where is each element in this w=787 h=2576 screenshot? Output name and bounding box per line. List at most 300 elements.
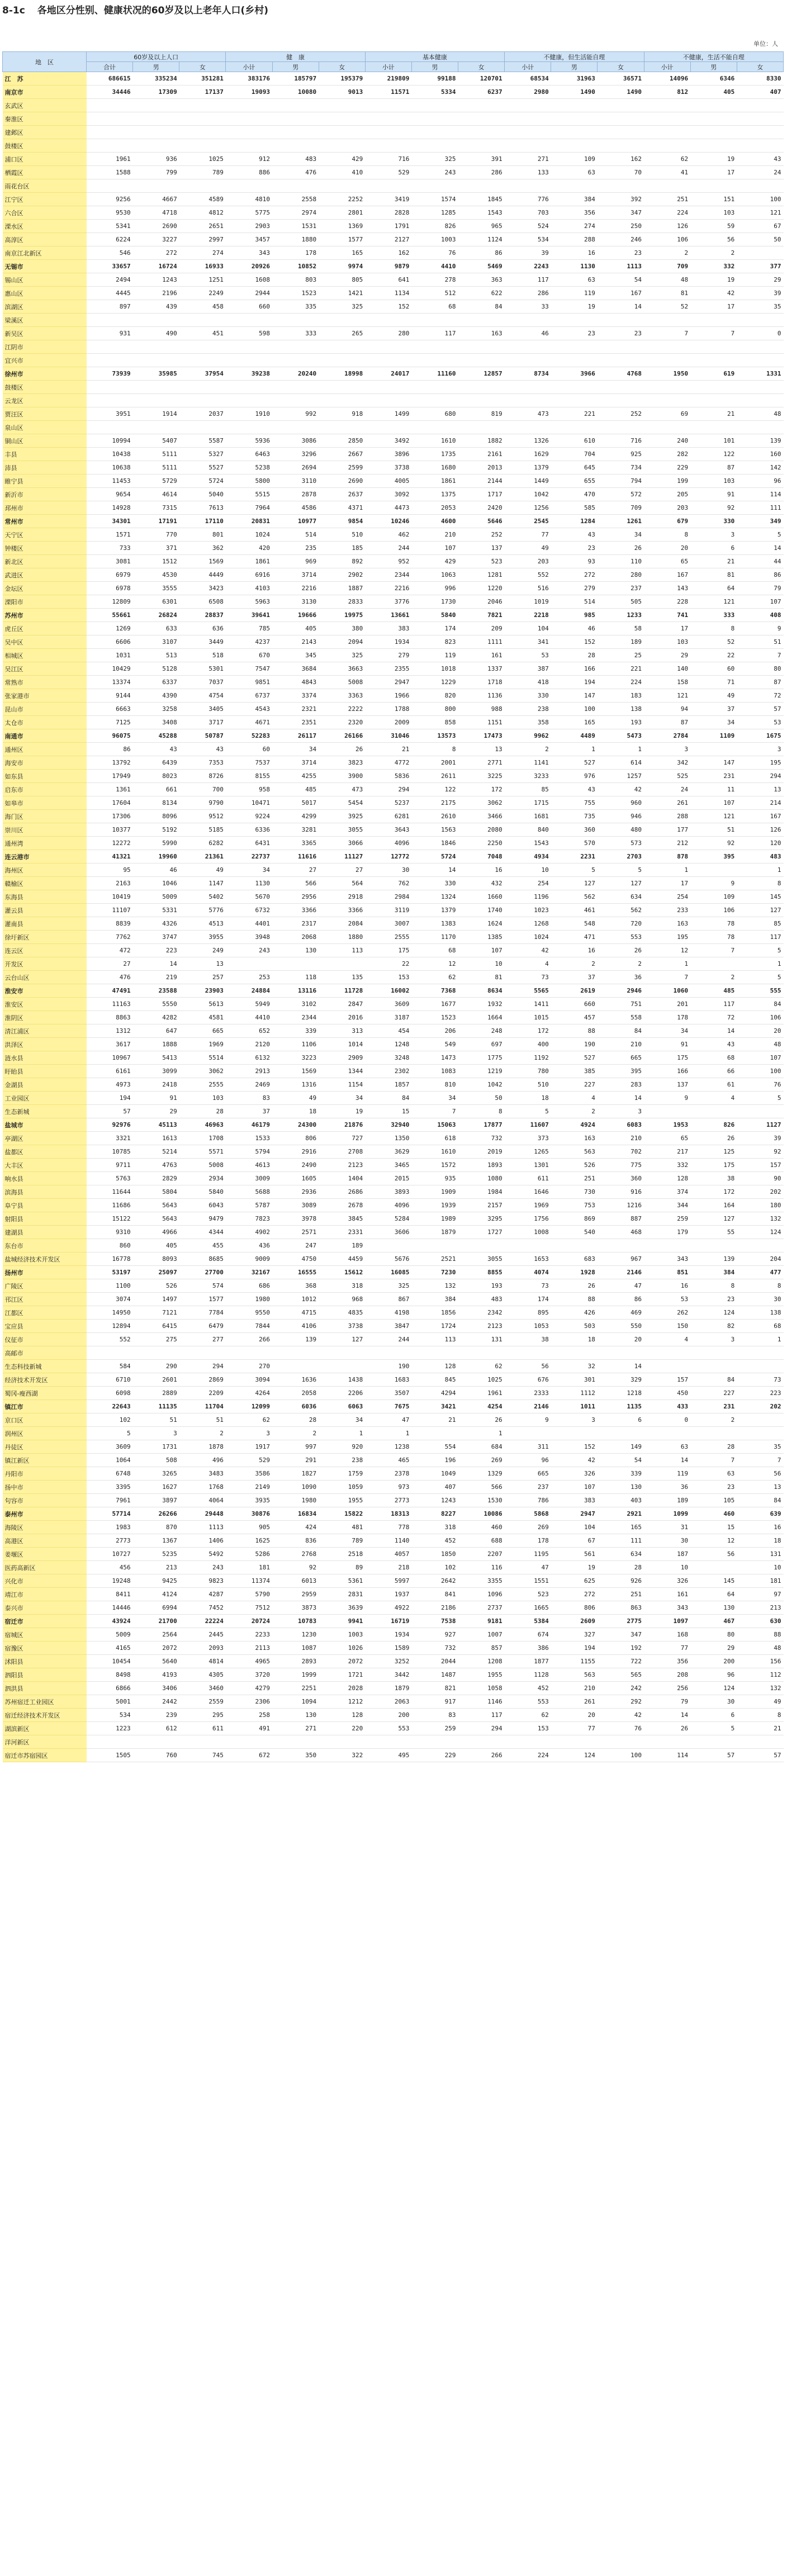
table-row — [3, 971, 784, 984]
table-cell: 32 — [551, 1360, 598, 1373]
table-cell: 996 — [411, 582, 458, 595]
table-cell — [458, 139, 505, 153]
table-cell: 262 — [644, 1306, 690, 1320]
table-cell — [598, 1427, 644, 1440]
table-cell: 105 — [690, 1494, 737, 1507]
table-cell — [319, 314, 365, 327]
table-cell: 87 — [690, 461, 737, 475]
table-cell: 5301 — [179, 662, 226, 676]
table-cell: 48 — [737, 1642, 783, 1655]
table-cell: 7784 — [179, 1306, 226, 1320]
table-cell: 56 — [690, 1548, 737, 1561]
region-name: 阜宁县 — [3, 1199, 87, 1212]
table-cell: 194 — [551, 676, 598, 689]
region-name: 涟水县 — [3, 1051, 87, 1065]
table-cell: 7538 — [411, 1615, 458, 1628]
table-cell: 301 — [551, 1373, 598, 1387]
table-cell: 24 — [644, 783, 690, 796]
table-cell: 107 — [411, 542, 458, 555]
table-cell: 124 — [690, 1682, 737, 1695]
table-cell: 34 — [272, 743, 319, 756]
table-cell: 1577 — [319, 233, 365, 246]
region-name: 沭阳县 — [3, 1655, 87, 1668]
table-cell: 1980 — [272, 1494, 319, 1507]
table-row — [3, 1279, 784, 1293]
table-cell: 62 — [458, 1360, 505, 1373]
table-cell: 3110 — [272, 475, 319, 488]
table-cell: 6979 — [87, 568, 133, 582]
table-cell: 102 — [87, 1413, 133, 1427]
table-cell: 3 — [690, 528, 737, 542]
table-cell: 140 — [644, 662, 690, 676]
table-cell: 1155 — [551, 1655, 598, 1668]
table-cell: 117 — [737, 931, 783, 944]
table-cell: 4613 — [226, 1159, 272, 1172]
table-cell: 863 — [598, 1601, 644, 1615]
table-cell: 508 — [133, 1454, 179, 1467]
table-cell: 1677 — [411, 998, 458, 1011]
table-cell: 2947 — [365, 676, 411, 689]
table-cell: 107 — [458, 944, 505, 957]
table-cell: 385 — [551, 1065, 598, 1078]
table-cell — [737, 99, 783, 112]
table-cell: 4005 — [365, 475, 411, 488]
table-cell: 333 — [272, 327, 319, 340]
region-name: 泰兴市 — [3, 1601, 87, 1615]
table-cell: 810 — [411, 1078, 458, 1092]
table-cell — [133, 340, 179, 354]
table-cell — [133, 381, 179, 394]
region-name: 兴化市 — [3, 1574, 87, 1588]
table-cell — [226, 1346, 272, 1360]
table-cell: 1759 — [319, 1467, 365, 1481]
table-cell: 7353 — [179, 756, 226, 770]
table-cell — [319, 340, 365, 354]
table-cell: 2186 — [411, 1601, 458, 1615]
table-cell: 395 — [690, 850, 737, 864]
header-sub: 小计 — [226, 62, 272, 72]
table-cell: 860 — [87, 1239, 133, 1253]
table-row — [3, 300, 784, 314]
table-cell: 4390 — [133, 689, 179, 703]
table-cell: 1003 — [411, 233, 458, 246]
table-cell: 12772 — [365, 850, 411, 864]
table-cell — [87, 99, 133, 112]
table-cell: 1192 — [505, 1051, 551, 1065]
region-header: 地 区 — [3, 52, 87, 72]
table-cell: 85 — [737, 917, 783, 931]
region-name: 丹徒区 — [3, 1440, 87, 1454]
table-cell: 1675 — [737, 729, 783, 743]
table-cell: 11160 — [411, 367, 458, 381]
table-cell: 1505 — [87, 1749, 133, 1762]
table-cell: 46 — [551, 622, 598, 635]
table-cell: 820 — [411, 689, 458, 703]
table-cell: 10454 — [87, 1655, 133, 1668]
table-cell: 5 — [737, 528, 783, 542]
table-cell: 2564 — [133, 1628, 179, 1642]
table-cell — [690, 1427, 737, 1440]
table-cell: 330 — [690, 515, 737, 528]
table-cell: 229 — [411, 1749, 458, 1762]
table-cell: 2216 — [365, 582, 411, 595]
table-cell: 243 — [226, 944, 272, 957]
table-cell: 2545 — [505, 515, 551, 528]
table-cell: 14 — [598, 300, 644, 314]
table-cell: 4835 — [319, 1306, 365, 1320]
table-cell: 1233 — [598, 609, 644, 622]
table-cell: 3089 — [272, 1199, 319, 1212]
table-cell: 3405 — [179, 703, 226, 716]
table-cell: 39238 — [226, 367, 272, 381]
table-cell: 5571 — [179, 1145, 226, 1159]
table-cell: 5949 — [226, 998, 272, 1011]
table-cell: 2161 — [458, 448, 505, 461]
table-cell — [505, 112, 551, 126]
table-row — [3, 112, 784, 126]
table-cell — [179, 1346, 226, 1360]
table-cell: 1011 — [551, 1400, 598, 1413]
table-cell: 14 — [598, 1360, 644, 1373]
table-cell: 1955 — [319, 1494, 365, 1507]
table-cell: 8093 — [133, 1253, 179, 1266]
table-cell: 374 — [644, 1185, 690, 1199]
table-cell: 128 — [319, 1709, 365, 1722]
table-cell: 8411 — [87, 1588, 133, 1601]
region-name: 高淳区 — [3, 233, 87, 246]
table-cell — [411, 1427, 458, 1440]
table-cell: 26 — [551, 1279, 598, 1293]
table-cell: 3639 — [319, 1601, 365, 1615]
table-cell: 6415 — [133, 1320, 179, 1333]
table-cell: 6043 — [179, 1199, 226, 1212]
table-row — [3, 582, 784, 595]
table-cell: 476 — [272, 166, 319, 179]
table-cell: 8 — [737, 877, 783, 890]
region-name: 苏州宿迁工业园区 — [3, 1695, 87, 1709]
table-row — [3, 233, 784, 246]
table-cell: 22 — [365, 957, 411, 971]
table-row — [3, 1494, 784, 1507]
table-cell — [690, 314, 737, 327]
table-cell — [179, 314, 226, 327]
table-cell: 2609 — [551, 1615, 598, 1628]
table-cell: 15063 — [411, 1118, 458, 1132]
table-cell: 6663 — [87, 703, 133, 716]
table-cell: 1140 — [365, 1534, 411, 1548]
table-cell: 7675 — [365, 1400, 411, 1413]
table-cell — [737, 1413, 783, 1427]
table-cell: 7 — [644, 327, 690, 340]
region-name: 淮阴区 — [3, 1011, 87, 1024]
table-cell: 3449 — [179, 635, 226, 649]
table-cell: 142 — [737, 461, 783, 475]
table-cell: 8734 — [505, 367, 551, 381]
table-cell: 368 — [272, 1279, 319, 1293]
table-cell: 3062 — [179, 1065, 226, 1078]
table-cell: 96 — [737, 475, 783, 488]
table-cell: 288 — [551, 233, 598, 246]
table-cell: 66 — [690, 1065, 737, 1078]
table-cell: 29 — [644, 649, 690, 662]
table-cell: 5794 — [226, 1145, 272, 1159]
table-cell: 258 — [226, 1709, 272, 1722]
table-cell: 8685 — [179, 1253, 226, 1266]
table-cell: 34446 — [87, 86, 133, 99]
table-cell: 24884 — [226, 984, 272, 998]
table-cell: 3 — [598, 1105, 644, 1118]
region-name: 海州区 — [3, 864, 87, 877]
table-cell: 760 — [133, 1749, 179, 1762]
region-name: 生态新城 — [3, 1105, 87, 1118]
table-cell: 28 — [551, 649, 598, 662]
table-cell: 1969 — [179, 1038, 226, 1051]
table-cell: 1324 — [411, 890, 458, 904]
table-cell: 2206 — [319, 1387, 365, 1400]
table-cell: 9962 — [505, 729, 551, 743]
table-cell: 5469 — [458, 260, 505, 273]
table-row — [3, 1387, 784, 1400]
table-cell: 172 — [505, 1024, 551, 1038]
table-cell: 6346 — [690, 72, 737, 86]
table-cell: 85 — [505, 783, 551, 796]
table-cell: 377 — [737, 260, 783, 273]
table-cell: 39 — [737, 287, 783, 300]
table-cell: 1731 — [133, 1440, 179, 1454]
table-cell — [505, 421, 551, 434]
region-name: 扬州市 — [3, 1266, 87, 1279]
table-cell: 55661 — [87, 609, 133, 622]
table-cell: 20724 — [226, 1615, 272, 1628]
table-cell — [411, 126, 458, 139]
table-cell: 2058 — [272, 1387, 319, 1400]
table-cell: 153 — [505, 1722, 551, 1735]
table-cell: 2601 — [133, 1373, 179, 1387]
table-cell: 69 — [644, 407, 690, 421]
table-cell: 34 — [411, 1092, 458, 1105]
table-cell: 86 — [737, 568, 783, 582]
table-code: 8-1c — [2, 5, 25, 16]
table-cell — [272, 112, 319, 126]
table-cell: 100 — [737, 1065, 783, 1078]
table-cell: 5643 — [133, 1212, 179, 1226]
table-cell: 11453 — [87, 475, 133, 488]
table-cell: 46 — [133, 864, 179, 877]
table-cell: 79 — [737, 582, 783, 595]
table-cell — [272, 1735, 319, 1749]
table-cell — [411, 179, 458, 193]
table-cell: 29 — [690, 1642, 737, 1655]
table-cell: 563 — [551, 1668, 598, 1682]
table-cell: 63 — [690, 1467, 737, 1481]
table-row — [3, 1253, 784, 1266]
table-cell: 2980 — [505, 86, 551, 99]
table-cell: 50 — [737, 233, 783, 246]
table-cell: 1846 — [411, 837, 458, 850]
table-cell: 429 — [411, 555, 458, 568]
table-row — [3, 904, 784, 917]
table-row — [3, 1373, 784, 1387]
table-cell: 70 — [598, 166, 644, 179]
table-cell: 2001 — [411, 756, 458, 770]
table-cell: 927 — [411, 1628, 458, 1642]
table-cell: 3747 — [133, 931, 179, 944]
header-sub: 小计 — [505, 62, 551, 72]
table-cell: 826 — [690, 1118, 737, 1132]
table-cell: 1265 — [505, 1145, 551, 1159]
region-name: 玄武区 — [3, 99, 87, 112]
table-cell: 5836 — [365, 770, 411, 783]
table-cell — [505, 99, 551, 112]
table-cell: 2146 — [598, 1266, 644, 1279]
table-cell: 10429 — [87, 662, 133, 676]
table-cell: 49 — [690, 689, 737, 703]
table-cell: 13573 — [411, 729, 458, 743]
region-name: 苏州市 — [3, 609, 87, 622]
table-cell: 42 — [598, 783, 644, 796]
table-cell — [319, 126, 365, 139]
table-row — [3, 823, 784, 837]
table-cell: 249 — [179, 944, 226, 957]
header-sub: 男 — [411, 62, 458, 72]
table-cell: 2773 — [87, 1534, 133, 1548]
table-cell: 1049 — [411, 1467, 458, 1481]
table-cell: 18 — [272, 1105, 319, 1118]
table-cell — [411, 354, 458, 367]
table-cell: 113 — [411, 1333, 458, 1346]
table-cell: 9013 — [319, 86, 365, 99]
table-cell: 2068 — [272, 931, 319, 944]
table-cell: 350 — [272, 1749, 319, 1762]
table-cell: 4096 — [365, 1199, 411, 1212]
table-cell — [411, 340, 458, 354]
table-cell: 178 — [272, 246, 319, 260]
region-name: 新沂市 — [3, 488, 87, 501]
table-cell: 88 — [551, 1024, 598, 1038]
table-cell — [319, 957, 365, 971]
table-row — [3, 1051, 784, 1065]
table-cell — [458, 99, 505, 112]
table-cell: 1740 — [458, 904, 505, 917]
table-cell: 194 — [551, 1642, 598, 1655]
table-cell: 469 — [598, 1306, 644, 1320]
table-cell: 205 — [644, 488, 690, 501]
table-cell: 16 — [737, 1521, 783, 1534]
table-cell: 17191 — [133, 515, 179, 528]
table-cell: 6431 — [226, 837, 272, 850]
table-cell: 0 — [644, 1413, 690, 1427]
table-row — [3, 595, 784, 609]
table-cell: 5361 — [319, 1574, 365, 1588]
table-cell: 92976 — [87, 1118, 133, 1132]
table-cell: 2959 — [272, 1588, 319, 1601]
table-cell: 5 — [551, 864, 598, 877]
table-cell: 976 — [551, 770, 598, 783]
table-cell: 926 — [598, 1574, 644, 1588]
table-cell: 351281 — [179, 72, 226, 86]
table-cell: 17877 — [458, 1118, 505, 1132]
table-cell: 3738 — [319, 1320, 365, 1333]
table-cell — [226, 139, 272, 153]
table-cell: 965 — [458, 220, 505, 233]
table-cell: 101 — [690, 434, 737, 448]
table-cell: 2143 — [272, 635, 319, 649]
table-cell: 181 — [737, 1574, 783, 1588]
table-cell: 5128 — [133, 662, 179, 676]
table-cell: 1251 — [179, 273, 226, 287]
table-cell: 29 — [133, 1105, 179, 1118]
table-cell: 967 — [598, 1253, 644, 1266]
table-cell: 10852 — [272, 260, 319, 273]
table-cell: 383 — [551, 1494, 598, 1507]
table-cell: 546 — [87, 246, 133, 260]
table-cell: 4198 — [365, 1306, 411, 1320]
table-cell: 6098 — [87, 1387, 133, 1400]
table-cell: 565 — [598, 1668, 644, 1682]
region-name: 滨湖区 — [3, 300, 87, 314]
table-cell — [319, 179, 365, 193]
table-cell: 1018 — [411, 662, 458, 676]
table-cell: 44 — [737, 555, 783, 568]
region-name: 南京江北新区 — [3, 246, 87, 260]
table-cell — [226, 99, 272, 112]
table-cell: 7121 — [133, 1306, 179, 1320]
table-cell: 2850 — [319, 434, 365, 448]
table-cell: 16 — [458, 864, 505, 877]
table-cell: 200 — [365, 1709, 411, 1722]
table-cell: 269 — [505, 1521, 551, 1534]
table-cell: 143 — [644, 582, 690, 595]
region-name: 锡山区 — [3, 273, 87, 287]
table-cell: 7 — [690, 1454, 737, 1467]
table-cell: 2847 — [319, 998, 365, 1011]
table-cell: 9224 — [226, 810, 272, 823]
table-cell: 2072 — [319, 1655, 365, 1668]
table-cell: 2833 — [319, 595, 365, 609]
table-cell: 1588 — [87, 166, 133, 179]
table-cell: 172 — [690, 1185, 737, 1199]
table-cell: 618 — [411, 1132, 458, 1145]
header-sub: 男 — [690, 62, 737, 72]
table-cell: 684 — [458, 1440, 505, 1454]
table-cell: 49 — [179, 864, 226, 877]
table-cell: 2494 — [87, 273, 133, 287]
table-cell: 5640 — [133, 1655, 179, 1668]
table-cell: 24 — [737, 166, 783, 179]
table-cell: 1932 — [458, 998, 505, 1011]
table-cell: 52 — [644, 300, 690, 314]
region-name: 吴江区 — [3, 662, 87, 676]
table-cell — [551, 179, 598, 193]
table-cell: 6132 — [226, 1051, 272, 1065]
table-cell: 274 — [551, 220, 598, 233]
table-cell — [598, 1735, 644, 1749]
table-cell: 131 — [737, 1548, 783, 1561]
table-cell: 660 — [551, 998, 598, 1011]
table-cell: 1136 — [458, 689, 505, 703]
table-cell: 1135 — [598, 1400, 644, 1413]
table-cell: 57714 — [87, 1507, 133, 1521]
table-cell: 35 — [737, 300, 783, 314]
table-cell: 633 — [133, 622, 179, 635]
table-cell: 165 — [551, 716, 598, 729]
table-cell: 6479 — [179, 1320, 226, 1333]
table-cell: 132 — [411, 1279, 458, 1293]
table-cell: 96 — [505, 1454, 551, 1467]
table-row — [3, 689, 784, 703]
table-cell: 130 — [690, 1601, 737, 1615]
table-cell: 117 — [458, 1709, 505, 1722]
